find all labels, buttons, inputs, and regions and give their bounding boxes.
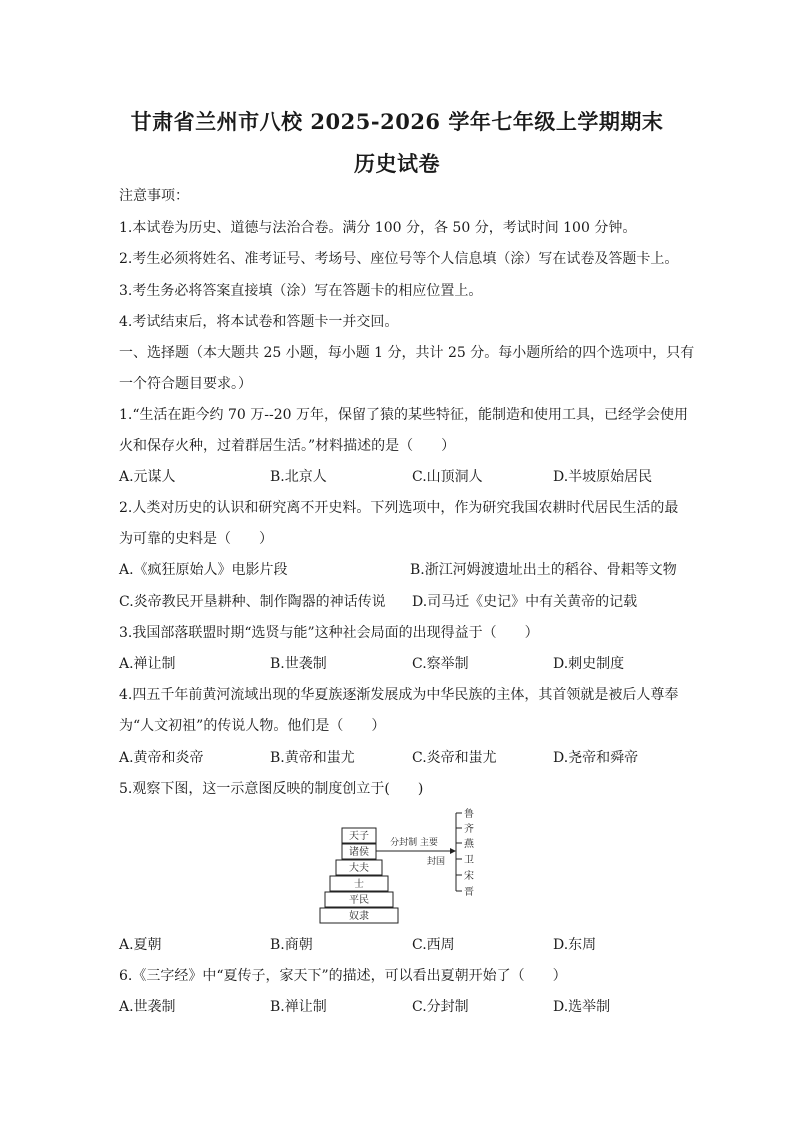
question-4-option-d: D.尧帝和舜帝 (553, 750, 639, 766)
question-6-option-a: A.世袭制 (119, 999, 176, 1015)
section-heading-cont: 一个符合题目要求。） (119, 376, 252, 392)
state-label: 齐 (464, 824, 474, 835)
question-3-option-a: A.禅让制 (119, 656, 176, 672)
pyramid-label-nuli: 奴隶 (349, 911, 369, 922)
arrow-label-top: 分封制 主要 (390, 838, 438, 848)
question-6-option-b: B.禅让制 (270, 999, 327, 1015)
state-label: 卫 (464, 855, 474, 866)
notice-item: 2.考生必须将姓名、准考证号、考场号、座位号等个人信息填（涂）写在试卷及答题卡上。 (119, 251, 679, 267)
question-1-option-d: D.半坡原始居民 (553, 469, 653, 485)
question-2-option-b: B.浙江河姆渡遗址出土的稻谷、骨耜等文物 (410, 562, 677, 578)
exam-subtitle: 历史试卷 (354, 151, 440, 176)
question-1-option-c: C.山顶洞人 (412, 469, 483, 485)
question-4-stem: 4.四五千年前黄河流域出现的华夏族逐渐发展成为中华民族的主体，其首领就是被后人尊奉 (119, 687, 679, 703)
states-bracket (456, 813, 462, 891)
question-2-stem-cont: 为可靠的史料是（ ） (119, 531, 273, 547)
question-3-option-d: D.刺史制度 (553, 656, 625, 672)
question-4-option-a: A.黄帝和炎帝 (119, 750, 204, 766)
question-2-option-a: A.《疯狂原始人》电影片段 (119, 562, 288, 578)
pyramid-label-tianzi: 天子 (349, 831, 369, 842)
pyramid-label-shi: 士 (354, 879, 364, 890)
question-2-stem: 2.人类对历史的认识和研究离不开史料。下列选项中，作为研究我国农耕时代居民生活的最 (119, 500, 679, 516)
state-label: 晋 (464, 887, 474, 898)
arrow-label-bottom: 封国 (426, 857, 446, 867)
question-2-option-c: C.炎帝教民开垦耕种、制作陶器的神话传说 (119, 594, 386, 610)
exam-title: 甘肃省兰州市八校 2025-2026 学年七年级上学期期末 (130, 109, 664, 134)
question-5-option-a: A.夏朝 (119, 937, 162, 953)
pyramid-label-pingmin: 平民 (349, 895, 369, 906)
state-label: 鲁 (464, 809, 474, 820)
notice-item: 3.考生务必将答案直接填（涂）写在答题卡的相应位置上。 (119, 283, 483, 299)
question-5-option-b: B.商朝 (270, 937, 313, 953)
question-1-option-a: A.元谋人 (119, 469, 176, 485)
question-5-option-d: D.东周 (553, 937, 597, 953)
question-5-option-c: C.西周 (412, 937, 455, 953)
question-4-stem-cont: 为“人文初祖”的传说人物。他们是（ ） (119, 718, 386, 734)
question-6-option-c: C.分封制 (412, 999, 469, 1015)
arrow-head (450, 848, 456, 854)
pyramid-label-zhuhou: 诸侯 (349, 847, 369, 858)
question-6-option-d: D.选举制 (553, 999, 611, 1015)
question-3-stem: 3.我国部落联盟时期“选贤与能”这种社会局面的出现得益于（ ） (119, 625, 539, 641)
question-1-option-b: B.北京人 (270, 469, 327, 485)
question-4-option-b: B.黄帝和蚩尤 (270, 750, 355, 766)
pyramid-label-dafu: 大夫 (349, 863, 369, 874)
feudal-hierarchy-diagram (310, 806, 490, 928)
question-1-stem-cont: 火和保存火种，过着群居生活。”材料描述的是（ ） (119, 438, 456, 454)
state-label: 燕 (464, 839, 474, 850)
question-3-option-c: C.察举制 (412, 656, 469, 672)
question-2-option-d: D.司马迁《史记》中有关黄帝的记载 (412, 594, 638, 610)
question-3-option-b: B.世袭制 (270, 656, 327, 672)
notice-item: 4.考试结束后，将本试卷和答题卡一并交回。 (119, 314, 399, 330)
notice-heading: 注意事项： (119, 188, 189, 204)
section-heading: 一、选择题（本大题共 25 小题，每小题 1 分，共计 25 分。每小题所给的四个选项中，只有 (119, 345, 695, 361)
state-label: 宋 (464, 871, 474, 882)
notice-item: 1.本试卷为历史、道德与法治合卷。满分 100 分，各 50 分，考试时间 100 分钟。 (119, 220, 637, 236)
question-1-stem: 1.“生活在距今约 70 万--20 万年，保留了猿的某些特征，能制造和使用工具，已经学会使用 (119, 407, 688, 423)
question-5-stem: 5.观察下图，这一示意图反映的制度创立于( ) (119, 781, 424, 797)
question-6-stem: 6.《三字经》中“夏传子，家天下”的描述，可以看出夏朝开始了（ ） (119, 968, 567, 984)
question-4-option-c: C.炎帝和蚩尤 (412, 750, 497, 766)
